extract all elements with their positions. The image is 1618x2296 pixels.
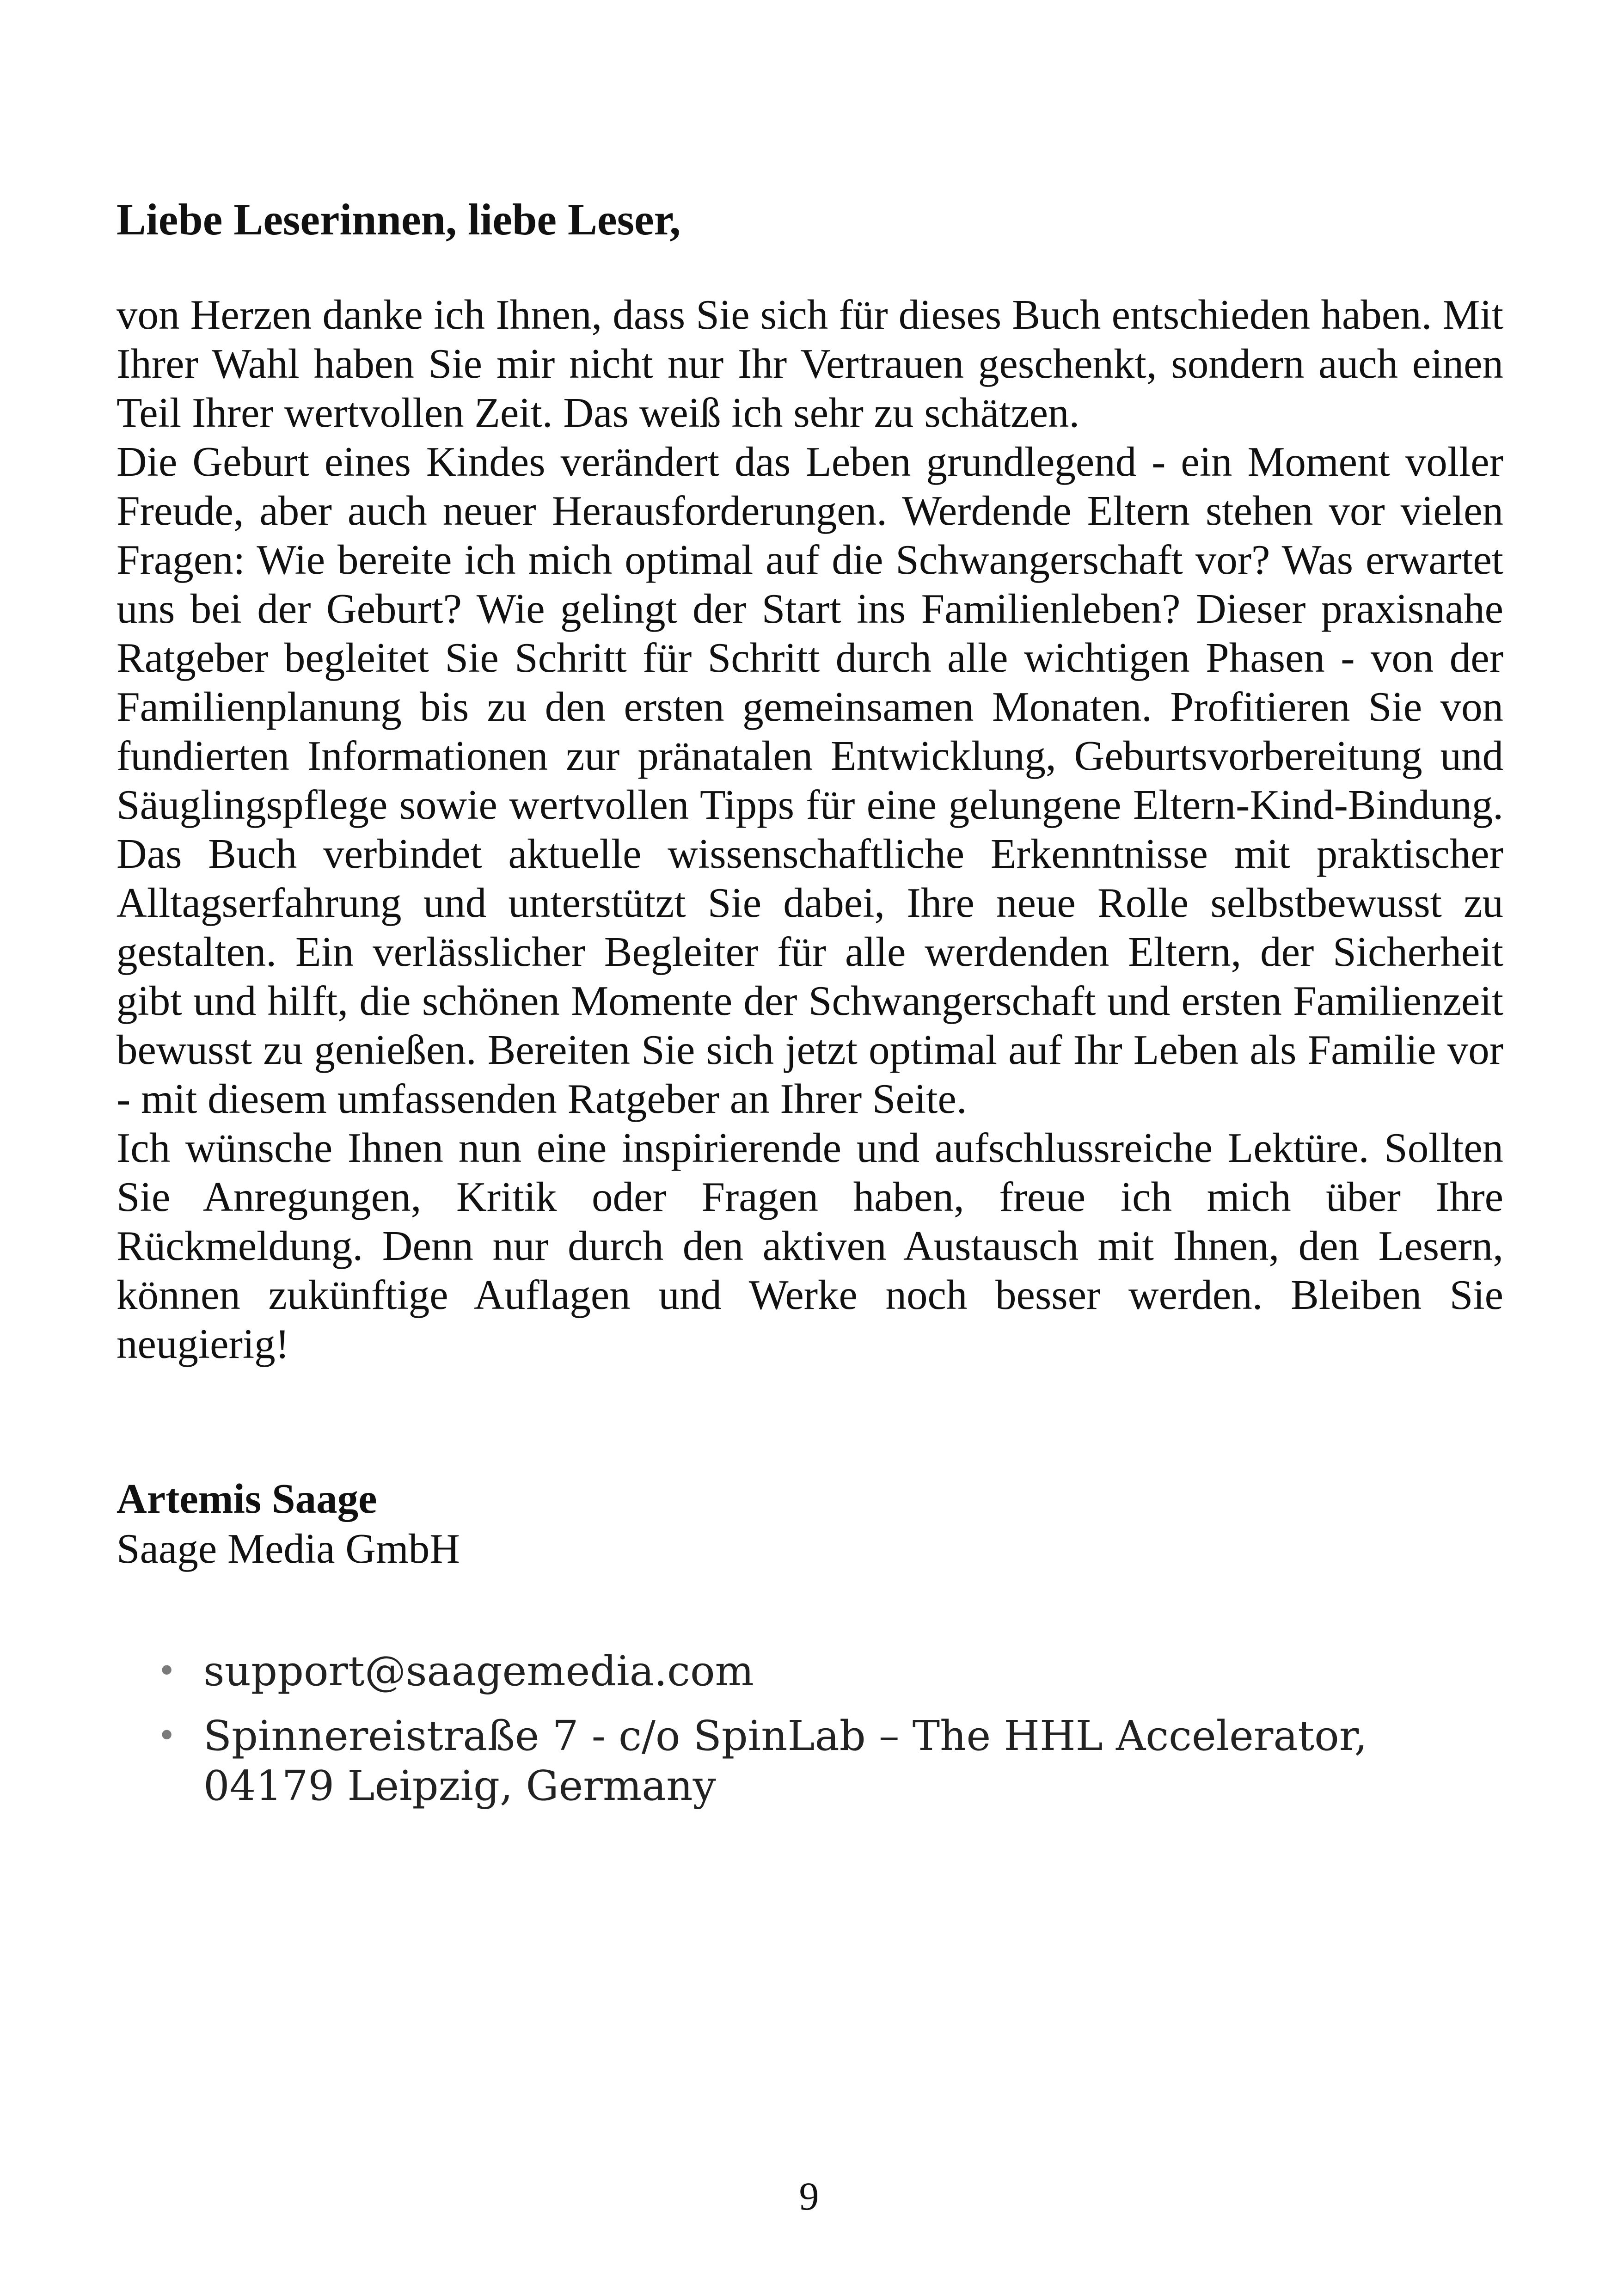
email-text: support@saagemedia.com (203, 1647, 754, 1695)
bullet-icon: • (157, 1717, 177, 1755)
signature-block (116, 1474, 1503, 1574)
salutation-heading: Liebe Leserinnen, liebe Leser, (116, 195, 681, 244)
contact-item-email (157, 1646, 1452, 1696)
contact-list (157, 1646, 1452, 1825)
bullet-icon: • (157, 1652, 177, 1690)
paragraph-closing-wishes: Ich wünsche Ihnen nun eine inspirierende und aufschlussreiche Lektüre. Sollten Sie Anregungen, Kritik oder Fragen haben, freue ich mich über Ihre Rückmeldung. Denn nur durch den aktiven Austausch mit Ihnen, den Lesern, können zukünftige Auflagen und Werke noch besser werden. Bleiben Sie neugierig! (116, 1124, 1503, 1367)
contact-item-address (157, 1711, 1452, 1811)
address-text: Spinnereistraße 7 - c/o SpinLab – The HHL Accelerator, 04179 Leipzig, Germany (203, 1712, 1367, 1810)
paragraph-thanks: von Herzen danke ich Ihnen, dass Sie sich für dieses Buch entschieden haben. Mit Ihrer Wahl haben Sie mir nicht nur Ihr Vertrauen geschenkt, sondern auch einen Teil Ihrer wertvollen Zeit. Das weiß ich sehr zu schätzen. (116, 291, 1503, 436)
letter-body (116, 290, 1503, 1369)
company-name: Saage Media GmbH (116, 1525, 460, 1572)
paragraph-book-description: Die Geburt eines Kindes verändert das Leben grundlegend - ein Moment voller Freude, aber auch neuer Herausforderungen. Werdende Eltern stehen vor vielen Fragen: Wie bereite ich mich optimal auf die Schwangerschaft vor? Was erwartet uns bei der Geburt? Wie gelingt der Start ins Familienleben? Dieser praxisnahe Ratgeber begleitet Sie Schritt für Schritt durch alle wichtigen Phasen - von der Familienplanung bis zu den ersten gemeinsamen Monaten. Profitieren Sie von fundierten Informationen zur pränatalen Entwicklung, Geburtsvorbereitung und Säuglingspflege sowie wertvollen Tipps für eine gelungene Eltern-Kind-Bindung. Das Buch verbindet aktuelle wissenschaftliche Erkenntnisse mit praktischer Alltagserfahrung und unterstützt Sie dabei, Ihre neue Rolle selbstbewusst zu gestalten. Ein verlässlicher Begleiter für alle werdenden Eltern, der Sicherheit gibt und hilft, die schönen Momente der Schwangerschaft und ersten Familienzeit bewusst zu genießen. Bereiten Sie sich jetzt optimal auf Ihr Leben als Familie vor - mit diesem umfassenden Ratgeber an Ihrer Seite. (116, 438, 1503, 1122)
page-number: 9 (799, 2174, 819, 2218)
author-name: Artemis Saage (116, 1475, 377, 1522)
